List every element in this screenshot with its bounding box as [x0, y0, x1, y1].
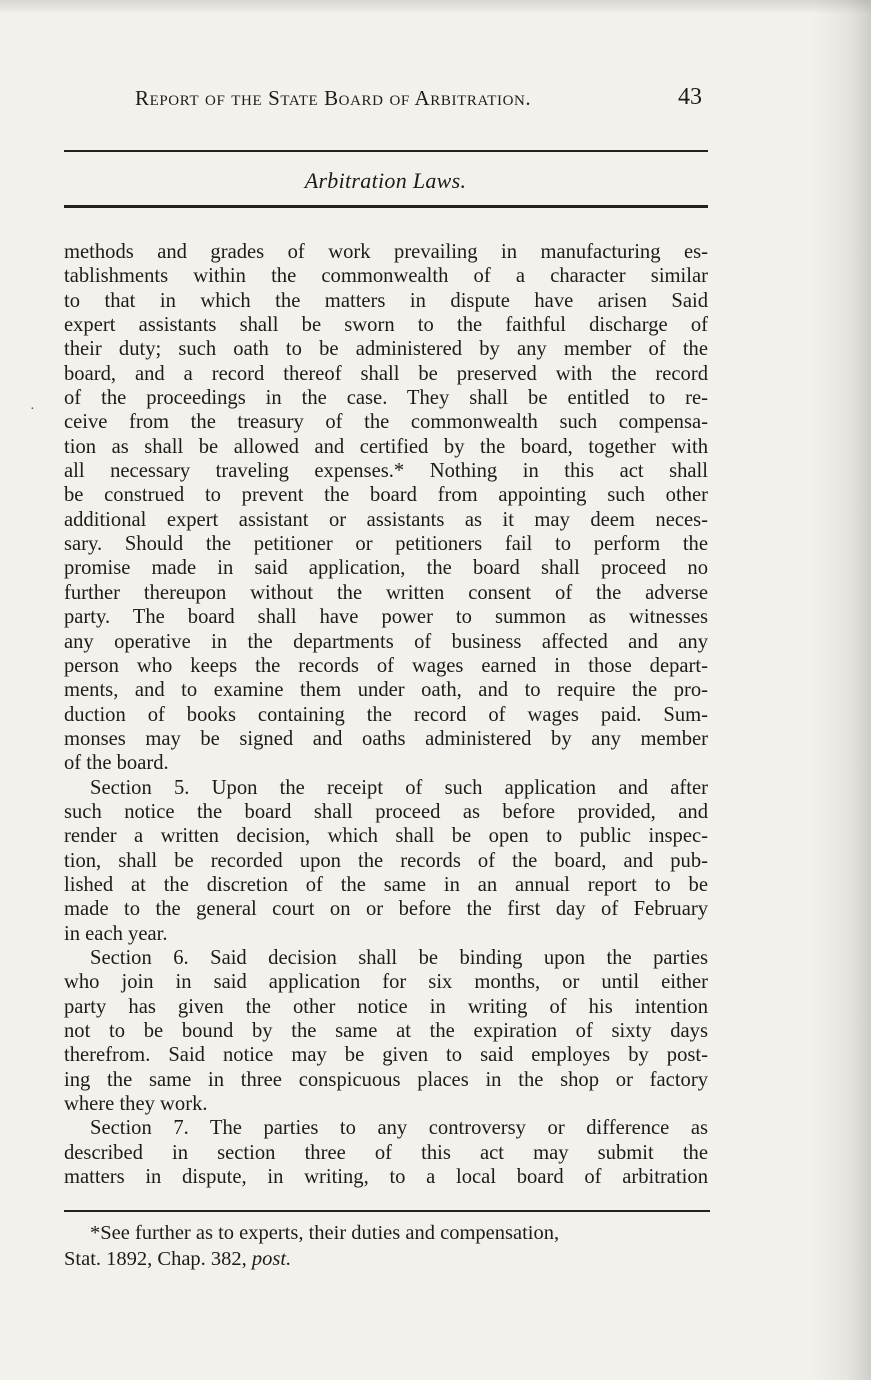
body-line: duction of books containing the record of wages paid. Sum-	[64, 703, 708, 726]
footnote-post: post.	[251, 1248, 292, 1270]
body-line: sary. Should the petitioner or petitioners fail to perform the	[64, 533, 708, 556]
body-line: their duty; such oath to be administered by any member of the	[64, 338, 708, 361]
body-line: all necessary traveling expenses.* Nothing in this act shall	[64, 460, 708, 483]
body-line: Section 5. Upon the receipt of such application and after	[90, 776, 708, 799]
body-line: lished at the discretion of the same in an annual report to be	[64, 873, 708, 896]
header-rule-top	[64, 150, 708, 152]
body-line: ments, and to examine them under oath, and to require the pro-	[64, 679, 708, 702]
page-top-shadow	[0, 0, 871, 14]
body-line: Section 7. The parties to any controversy or difference as	[90, 1117, 708, 1140]
running-header-title: Report of the State Board of Arbitration.	[135, 86, 532, 110]
body-line: tion, shall be recorded upon the records of the board, and pub-	[64, 849, 708, 872]
footnote	[64, 1220, 710, 1272]
body-line: of the proceedings in the case. They shall be entitled to re-	[64, 387, 708, 410]
body-line: board, and a record thereof shall be preserved with the record	[64, 362, 708, 385]
body-line: party. The board shall have power to summon as witnesses	[64, 606, 708, 629]
body-line: ceive from the treasury of the commonwealth such compensa-	[64, 411, 708, 434]
body-line: additional expert assistant or assistants as it may deem neces-	[64, 508, 708, 531]
page-edge-shadow	[811, 0, 871, 1380]
footnote-rule	[64, 1210, 710, 1212]
body-line: any operative in the departments of business affected and any	[64, 630, 708, 653]
header-rule-bottom	[64, 205, 708, 208]
body-line: not to be bound by the same at the expiration of sixty days	[64, 1020, 708, 1042]
body-line: promise made in said application, the board shall proceed no	[64, 557, 708, 580]
footnote-citation: Stat. 1892, Chap. 382,	[64, 1248, 252, 1270]
body-line: tablishments within the commonwealth of a character similar	[64, 265, 708, 288]
page-number: 43	[678, 84, 702, 110]
body-line: party has given the other notice in writing of his intention	[64, 995, 708, 1018]
body-line: methods and grades of work prevailing in manufacturing es-	[64, 241, 708, 263]
body-line: person who keeps the records of wages earned in those depart-	[64, 654, 708, 677]
body-line: where they work.	[64, 1093, 208, 1116]
body-line: ing the same in three conspicuous places in the shop or factory	[64, 1068, 708, 1091]
body-line: to that in which the matters in dispute have arisen Said	[64, 289, 708, 312]
body-line: further thereupon without the written consent of the adverse	[64, 581, 708, 604]
body-line: described in section three of this act may submit the	[64, 1141, 708, 1164]
margin-speck: ·	[30, 402, 35, 417]
body-line: who join in said application for six months, or until either	[64, 971, 708, 994]
section-title: Arbitration Laws.	[304, 168, 467, 193]
body-line: therefrom. Said notice may be given to said employes by post-	[64, 1044, 708, 1067]
body-line: tion as shall be allowed and certified by the board, together with	[64, 435, 708, 458]
body-line: render a written decision, which shall be open to public inspec-	[64, 825, 708, 848]
footnote-line	[64, 1246, 710, 1272]
body-line: be construed to prevent the board from appointing such other	[64, 484, 708, 507]
footnote-line: *See further as to experts, their duties and compensation,	[90, 1222, 560, 1244]
body-line: in each year.	[64, 922, 168, 945]
body-line: of the board.	[64, 752, 169, 775]
body-line: made to the general court on or before the first day of February	[64, 898, 708, 921]
body-line: expert assistants shall be sworn to the faithful discharge of	[64, 314, 708, 337]
body-line: matters in dispute, in writing, to a local board of arbitration	[64, 1166, 708, 1189]
body-line: monses may be signed and oaths administered by any member	[64, 727, 708, 750]
body-line: Section 6. Said decision shall be binding upon the parties	[90, 946, 708, 969]
body-line: such notice the board shall proceed as before provided, and	[64, 800, 708, 823]
body-text	[64, 240, 708, 1189]
